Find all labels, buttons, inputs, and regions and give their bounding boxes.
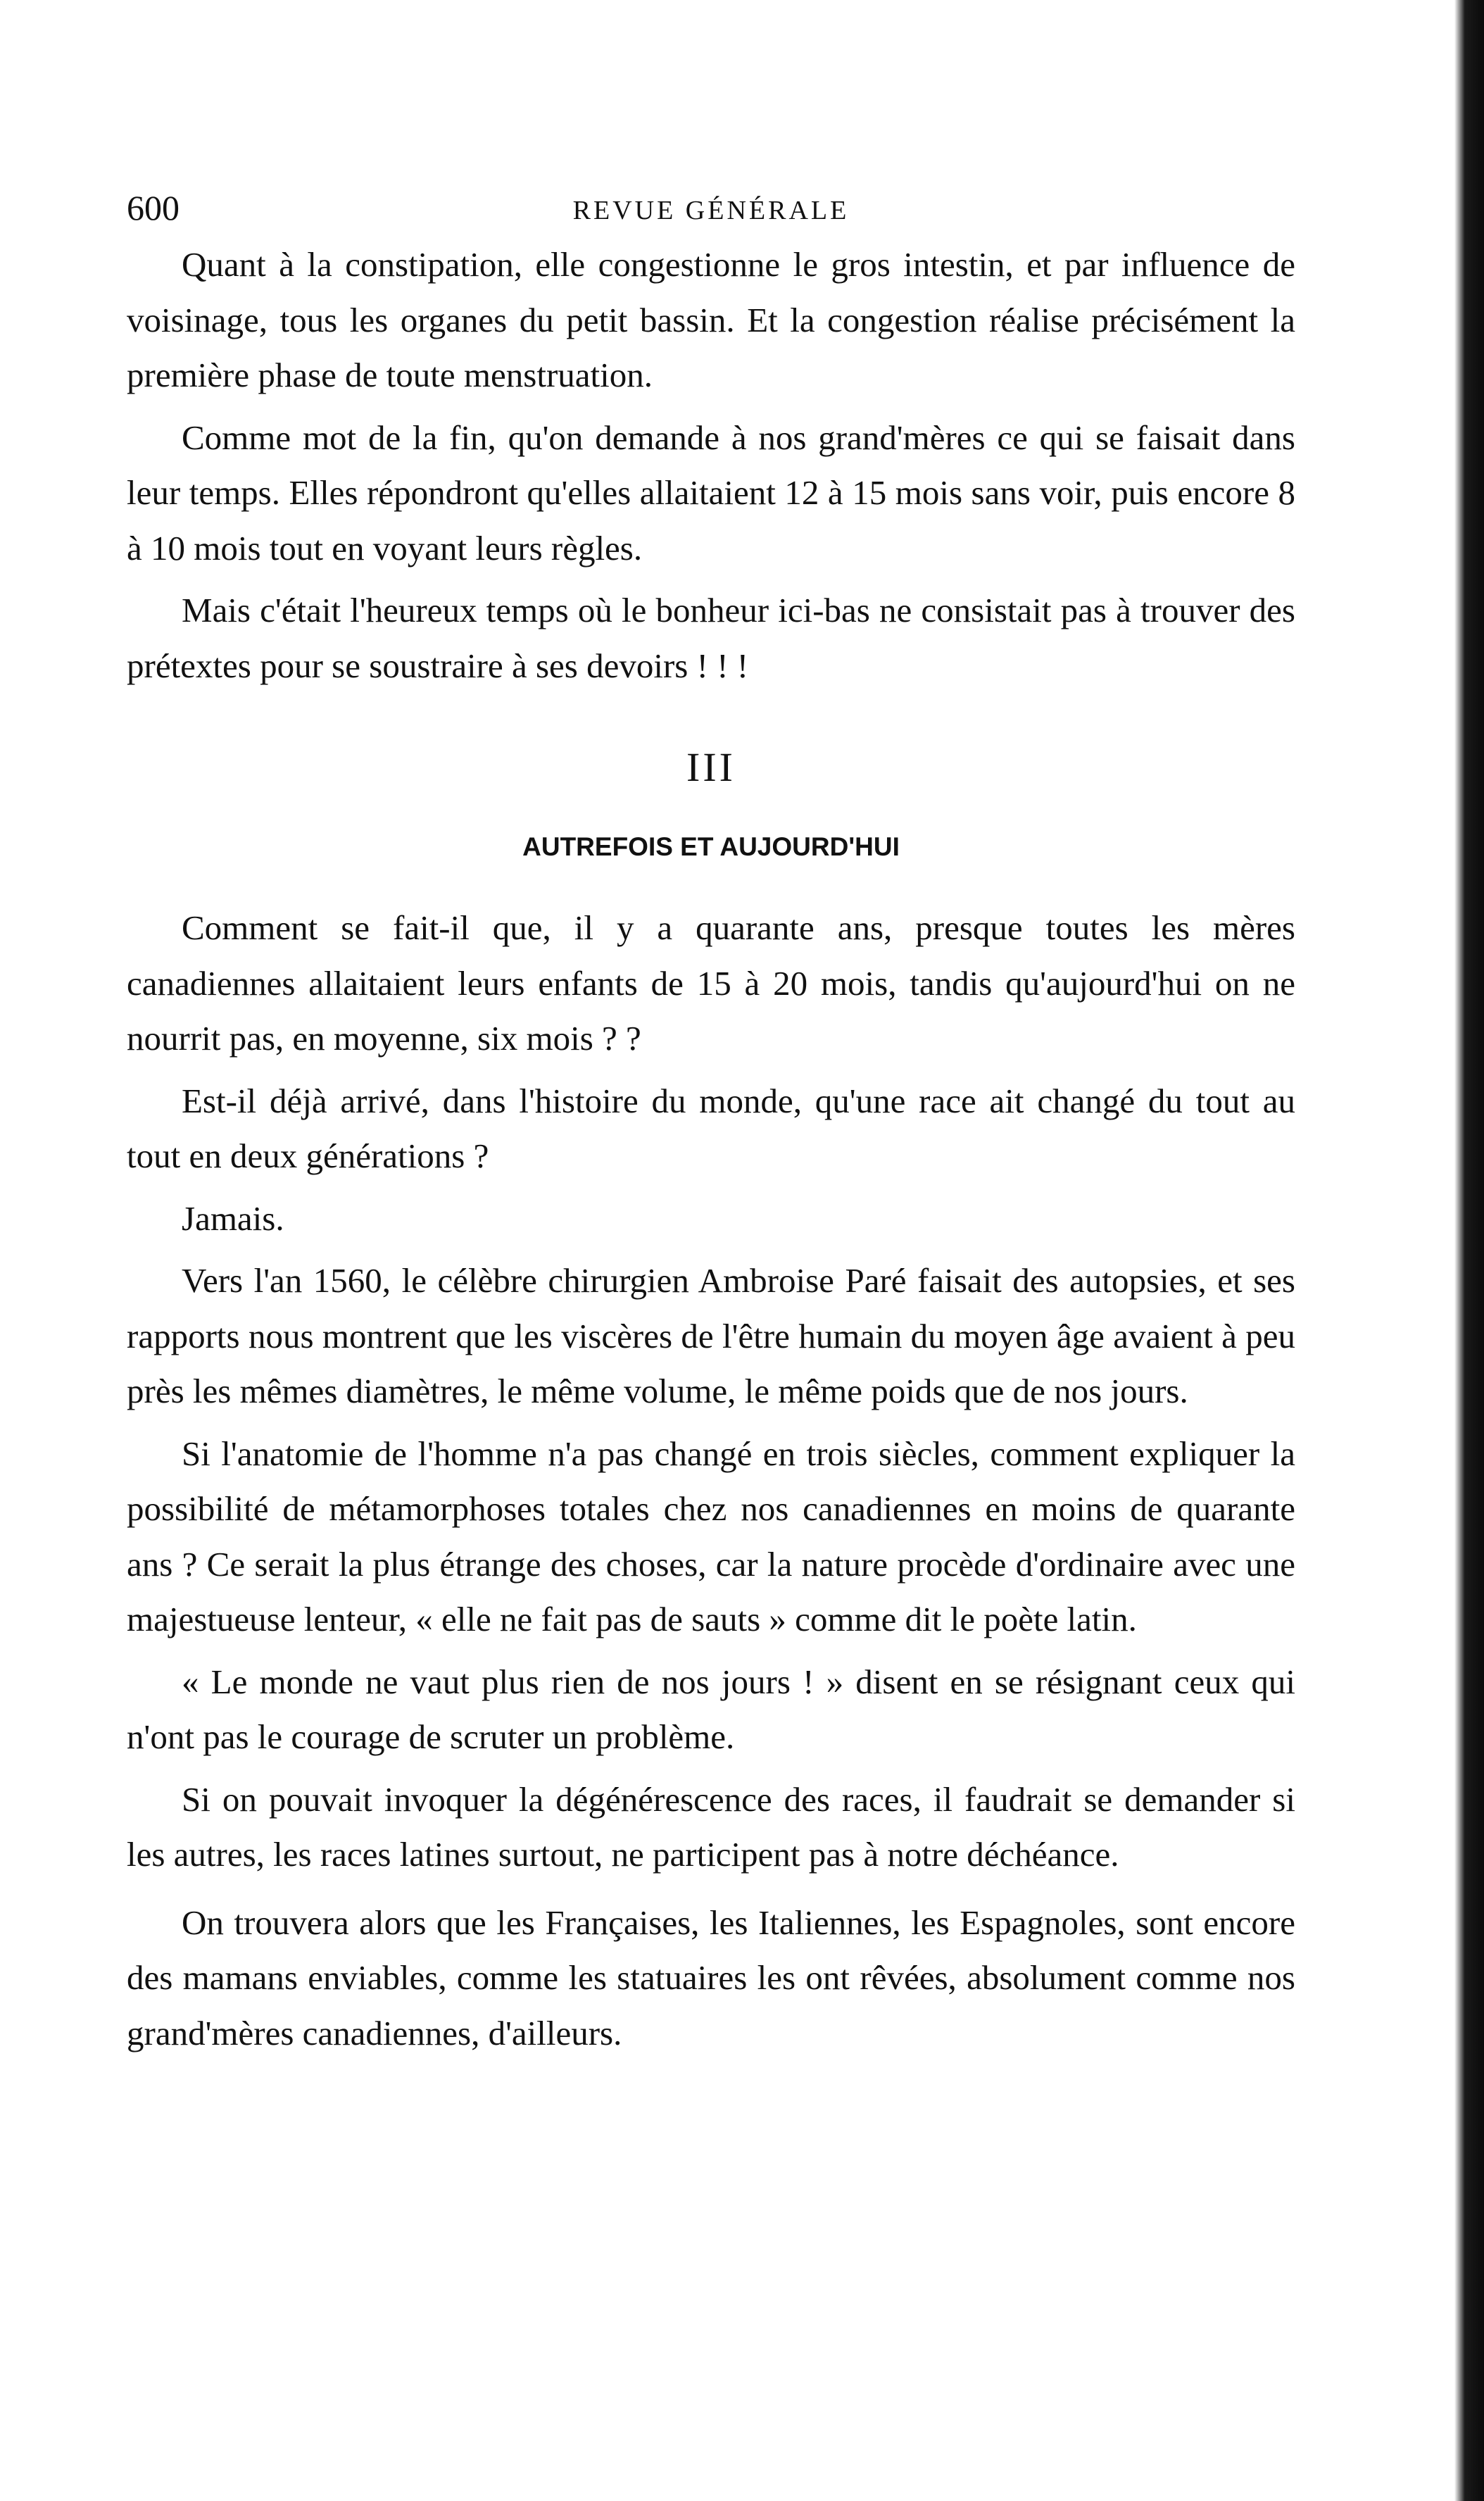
section-one-body: [127, 237, 1295, 694]
paragraph-anatomy: Si l'anatomie de l'homme n'a pas changé en trois siècles, comment expliquer la possibilité de métamorphoses totales chez nos canadiennes en moins de quarante ans ? Ce serait la plus étrange des choses, car la nature procède d'ordinaire avec une majestueuse lenteur, « elle ne fait pas de sauts » comme dit le poète latin.: [127, 1434, 1295, 1638]
book-page: [127, 187, 1295, 2061]
paragraph-happy-times: Mais c'était l'heureux temps où le bonheur ici-bas ne consistait pas à trouver des prétextes pour se soustraire à ses devoirs ! ! !: [127, 591, 1295, 685]
paragraph-forty-years: Comment se fait-il que, il y a quarante ans, presque toutes les mères canadiennes allaitaient leurs enfants de 15 à 20 mois, tandis qu'aujourd'hui on ne nourrit pas, en moyenne, six mois ? ?: [127, 908, 1295, 1058]
paragraph-constipation: Quant à la constipation, elle congestionne le gros intestin, et par influence de voisinage, tous les organes du petit bassin. Et la congestion réalise précisément la première phase de toute menstruation.: [127, 245, 1295, 394]
paragraph-ambroise-pare: Vers l'an 1560, le célèbre chirurgien Ambroise Paré faisait des autopsies, et ses rapports nous montrent que les viscères de l'être humain du moyen âge avaient à peu près les mêmes diamètres, le même volume, le même poids que de nos jours.: [127, 1261, 1295, 1410]
section-three-body: [127, 901, 1295, 2061]
paragraph-race-changed: Est-il déjà arrivé, dans l'histoire du monde, qu'une race ait changé du tout au tout en deux générations ?: [127, 1081, 1295, 1175]
section-numeral: III: [686, 744, 736, 790]
book-binding-edge: [1454, 0, 1484, 2501]
paragraph-never: Jamais.: [182, 1198, 284, 1238]
paragraph-degeneration: Si on pouvait invoquer la dégénérescence des races, il faudrait se demander si les autres, les races latines surtout, ne participent pas à notre déchéance.: [127, 1779, 1295, 1874]
paragraph-latin-mothers: On trouvera alors que les Françaises, les Italiennes, les Espagnoles, sont encore des mamans enviables, comme les statuaires les ont rêvées, absolument comme nos grand'mères canadiennes, d'ailleurs.: [127, 1903, 1295, 2052]
page-number: 600: [127, 188, 180, 227]
section-title: AUTREFOIS ET AUJOURD'HUI: [522, 832, 900, 861]
paragraph-grandmothers: Comme mot de la fin, qu'on demande à nos grand'mères ce qui se faisait dans leur temps. Elles répondront qu'elles allaitaient 12 à 15 mois sans voir, puis encore 8 à 10 mois tout en voyant leurs règles.: [127, 418, 1295, 568]
page-header: [127, 187, 1295, 237]
running-title: REVUE GÉNÉRALE: [572, 196, 850, 225]
paragraph-world-worthless: « Le monde ne vaut plus rien de nos jours ! » disent en se résignant ceux qui n'ont pas le courage de scruter un problème.: [127, 1662, 1295, 1756]
